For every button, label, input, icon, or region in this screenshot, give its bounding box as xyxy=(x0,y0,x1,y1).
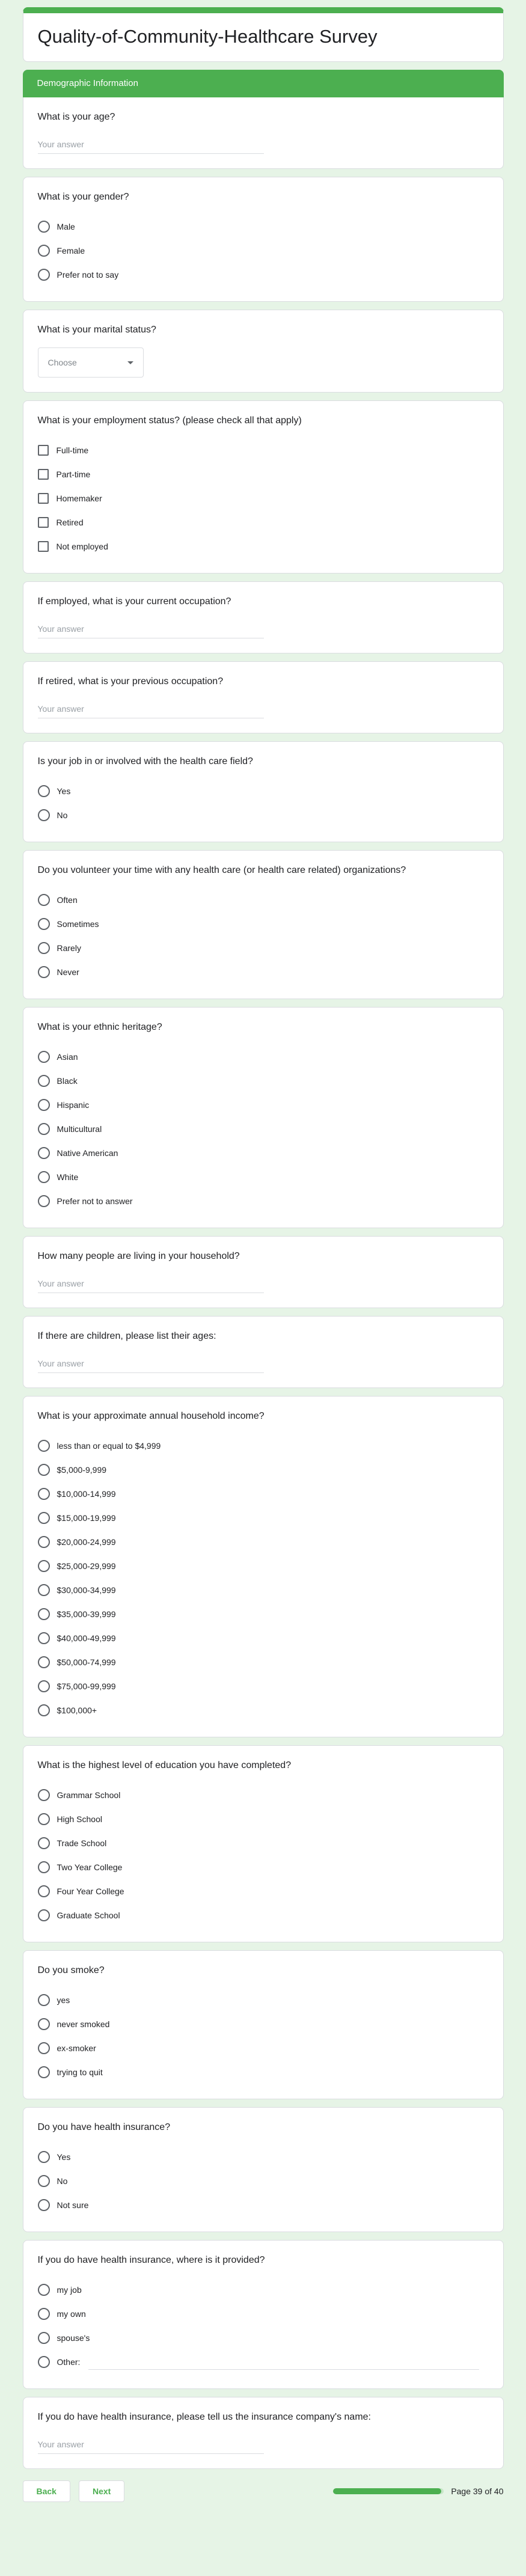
option-label: Rarely xyxy=(57,943,81,953)
radio-option-other[interactable] xyxy=(38,2350,489,2374)
radio-circle-icon[interactable] xyxy=(38,1885,50,1897)
question-label: Do you have health insurance? xyxy=(37,2122,171,2132)
question-label: What is your approximate annual household income? xyxy=(37,1411,265,1421)
checkbox-option[interactable] xyxy=(38,486,489,510)
question-card-smoke xyxy=(23,1950,504,2099)
question-card-employment xyxy=(23,400,504,574)
question-card-previous-occupation xyxy=(23,661,504,733)
radio-option[interactable] xyxy=(38,912,489,936)
option-label: Multicultural xyxy=(57,1124,102,1134)
progress-indicator xyxy=(333,2486,503,2496)
option-label: Other: xyxy=(57,2357,81,2367)
option-label: Hispanic xyxy=(57,1100,90,1110)
form-footer xyxy=(23,2477,504,2515)
next-button[interactable]: Next xyxy=(79,2480,124,2502)
radio-option[interactable] xyxy=(38,2145,489,2169)
option-label: Full-time xyxy=(56,445,89,455)
option-label: spouse's xyxy=(57,2333,90,2343)
question-card-income xyxy=(23,1396,504,1737)
option-label: $30,000-34,999 xyxy=(57,1585,116,1595)
question-label: If retired, what is your previous occupation? xyxy=(37,676,224,687)
option-label: $40,000-49,999 xyxy=(57,1633,116,1643)
question-label: If employed, what is your current occupation? xyxy=(37,596,231,607)
radio-circle-icon[interactable] xyxy=(38,1488,50,1500)
option-label: Not employed xyxy=(56,542,108,551)
income-options xyxy=(38,1434,489,1722)
previous-occupation-input[interactable] xyxy=(38,699,264,718)
radio-option[interactable] xyxy=(38,1626,489,1650)
radio-circle-icon[interactable] xyxy=(38,1195,50,1207)
option-label: Asian xyxy=(57,1052,78,1062)
checkbox-option[interactable] xyxy=(38,438,489,462)
option-label: $10,000-14,999 xyxy=(57,1489,116,1499)
occupation-input[interactable] xyxy=(38,619,264,638)
radio-circle-icon[interactable] xyxy=(38,1909,50,1921)
checkbox-icon[interactable] xyxy=(38,445,49,456)
option-label: trying to quit xyxy=(57,2067,103,2077)
radio-circle-icon[interactable] xyxy=(38,1789,50,1801)
radio-circle-icon[interactable] xyxy=(38,2308,50,2320)
question-card-insurance-source xyxy=(23,2240,504,2389)
option-label: Yes xyxy=(57,786,71,796)
radio-circle-icon[interactable] xyxy=(38,1536,50,1548)
question-label: How many people are living in your household? xyxy=(37,1251,240,1261)
option-label: Prefer not to say xyxy=(57,270,119,280)
question-card-occupation xyxy=(23,581,504,653)
radio-circle-icon[interactable] xyxy=(38,1861,50,1873)
option-label: $35,000-39,999 xyxy=(57,1609,116,1619)
volunteer-options xyxy=(38,888,489,984)
radio-option[interactable] xyxy=(38,779,489,803)
radio-circle-icon[interactable] xyxy=(38,942,50,954)
question-label: What is the highest level of education you have completed? xyxy=(37,1760,292,1770)
option-label: Native American xyxy=(57,1148,118,1158)
question-card-household xyxy=(23,1236,504,1308)
radio-option[interactable] xyxy=(38,1069,489,1093)
option-label: Part-time xyxy=(56,470,91,479)
insurance-company-input[interactable] xyxy=(38,2435,264,2454)
dropdown-value: Choose xyxy=(47,358,77,367)
radio-option[interactable] xyxy=(38,1650,489,1674)
radio-circle-icon[interactable] xyxy=(38,1837,50,1849)
smoke-options xyxy=(38,1988,489,2084)
option-label: Grammar School xyxy=(57,1790,121,1800)
option-label: $75,000-99,999 xyxy=(57,1681,116,1691)
radio-circle-icon[interactable] xyxy=(38,785,50,797)
question-label: If you do have health insurance, please tell us the insurance company's name: xyxy=(37,2412,371,2422)
radio-circle-icon[interactable] xyxy=(38,1632,50,1644)
radio-circle-icon[interactable] xyxy=(38,1171,50,1183)
radio-circle-icon[interactable] xyxy=(38,1704,50,1716)
question-label: What is your age? xyxy=(37,112,115,122)
radio-circle-icon[interactable] xyxy=(38,1512,50,1524)
question-card-marital xyxy=(23,310,504,393)
radio-option[interactable] xyxy=(38,1434,489,1458)
option-label: Never xyxy=(57,967,79,977)
option-label: Sometimes xyxy=(57,919,99,929)
question-label: What is your gender? xyxy=(37,192,129,202)
radio-option[interactable] xyxy=(38,263,489,287)
gender-options xyxy=(38,215,489,287)
radio-option[interactable] xyxy=(38,1117,489,1141)
radio-option[interactable] xyxy=(38,803,489,827)
dropdown-arrow-icon xyxy=(127,361,133,364)
radio-circle-icon[interactable] xyxy=(38,2042,50,2054)
age-input[interactable] xyxy=(38,135,264,154)
option-label: $25,000-29,999 xyxy=(57,1561,116,1571)
progress-bar-fill xyxy=(333,2488,441,2494)
radio-option[interactable] xyxy=(38,2012,489,2036)
radio-circle-icon[interactable] xyxy=(38,1075,50,1087)
back-button[interactable]: Back xyxy=(23,2480,70,2502)
radio-circle-icon[interactable] xyxy=(38,1051,50,1063)
radio-option[interactable] xyxy=(38,215,489,239)
progress-bar xyxy=(333,2488,444,2494)
option-label: ex-smoker xyxy=(57,2043,96,2053)
radio-circle-icon[interactable] xyxy=(38,1608,50,1620)
radio-option[interactable] xyxy=(38,1807,489,1831)
radio-circle-icon[interactable] xyxy=(38,2356,50,2368)
question-label: Do you volunteer your time with any health care (or health care related) organizations? xyxy=(37,865,406,875)
radio-option[interactable] xyxy=(38,1831,489,1855)
radio-circle-icon[interactable] xyxy=(38,1099,50,1111)
radio-option[interactable] xyxy=(38,1855,489,1879)
option-label: Graduate School xyxy=(57,1911,120,1920)
option-label: Trade School xyxy=(57,1838,107,1848)
radio-circle-icon[interactable] xyxy=(38,809,50,821)
radio-option[interactable] xyxy=(38,1783,489,1807)
ethnic-options xyxy=(38,1045,489,1213)
option-label: $15,000-19,999 xyxy=(57,1513,116,1523)
question-label: If you do have health insurance, where is it provided? xyxy=(37,2255,265,2265)
radio-circle-icon[interactable] xyxy=(38,269,50,281)
radio-circle-icon[interactable] xyxy=(38,2175,50,2187)
radio-option[interactable] xyxy=(38,960,489,984)
section-age xyxy=(23,70,504,169)
radio-circle-icon[interactable] xyxy=(38,1656,50,1668)
option-label: Four Year College xyxy=(57,1886,124,1896)
question-label: Is your job in or involved with the health care field? xyxy=(37,756,253,766)
option-label: $100,000+ xyxy=(57,1706,97,1715)
radio-circle-icon[interactable] xyxy=(38,221,50,233)
insurance-source-options xyxy=(38,2278,489,2374)
radio-option[interactable] xyxy=(38,1045,489,1069)
radio-option[interactable] xyxy=(38,239,489,263)
option-label: Male xyxy=(57,222,75,231)
insurance-options xyxy=(38,2145,489,2217)
radio-option[interactable] xyxy=(38,1674,489,1698)
radio-option[interactable] xyxy=(38,2302,489,2326)
radio-circle-icon[interactable] xyxy=(38,2151,50,2163)
form-title: Quality-of-Community-Healthcare Survey xyxy=(37,26,378,47)
radio-option[interactable] xyxy=(38,1578,489,1602)
question-card-volunteer xyxy=(23,850,504,999)
radio-circle-icon[interactable] xyxy=(38,1147,50,1159)
option-label: $5,000-9,999 xyxy=(57,1465,107,1475)
radio-circle-icon[interactable] xyxy=(38,1464,50,1476)
radio-circle-icon[interactable] xyxy=(38,1584,50,1596)
radio-circle-icon[interactable] xyxy=(38,2284,50,2296)
form-container xyxy=(23,0,504,2515)
radio-option[interactable] xyxy=(38,1482,489,1506)
page-counter: Page 39 of 40 xyxy=(451,2486,504,2496)
radio-circle-icon[interactable] xyxy=(38,2199,50,2211)
radio-circle-icon[interactable] xyxy=(38,894,50,906)
question-card-ethnic xyxy=(23,1007,504,1228)
option-label: Yes xyxy=(57,2152,71,2162)
radio-option[interactable] xyxy=(38,1554,489,1578)
option-label: Black xyxy=(57,1076,78,1086)
radio-option[interactable] xyxy=(38,2060,489,2084)
radio-circle-icon[interactable] xyxy=(38,2066,50,2078)
radio-option[interactable] xyxy=(38,2193,489,2217)
question-label: What is your marital status? xyxy=(37,325,156,335)
radio-option[interactable] xyxy=(38,2278,489,2302)
option-label: Female xyxy=(57,246,85,255)
option-label: White xyxy=(57,1172,79,1182)
checkbox-icon[interactable] xyxy=(38,517,49,528)
question-card-health-field xyxy=(23,741,504,842)
checkbox-icon[interactable] xyxy=(38,493,49,504)
radio-option[interactable] xyxy=(38,1506,489,1530)
checkbox-option[interactable] xyxy=(38,462,489,486)
option-label: High School xyxy=(57,1814,102,1824)
radio-circle-icon[interactable] xyxy=(38,1123,50,1135)
option-label: Homemaker xyxy=(56,494,102,503)
radio-option[interactable] xyxy=(38,1988,489,2012)
option-label: never smoked xyxy=(57,2019,110,2029)
option-label: Retired xyxy=(56,518,84,527)
employment-options xyxy=(38,438,489,558)
radio-option[interactable] xyxy=(38,1458,489,1482)
section-header: Demographic Information xyxy=(23,70,504,97)
radio-option[interactable] xyxy=(38,2326,489,2350)
radio-option[interactable] xyxy=(38,936,489,960)
question-label: What is your ethnic heritage? xyxy=(37,1022,162,1032)
radio-option[interactable] xyxy=(38,1141,489,1165)
radio-circle-icon[interactable] xyxy=(38,1680,50,1692)
option-label: my own xyxy=(57,2309,86,2319)
marital-status-dropdown[interactable] xyxy=(38,347,144,378)
radio-circle-icon[interactable] xyxy=(38,1994,50,2006)
radio-circle-icon[interactable] xyxy=(38,1440,50,1452)
question-card-gender xyxy=(23,177,504,302)
question-label: Do you smoke? xyxy=(37,1965,105,1975)
other-text-input[interactable] xyxy=(88,2354,479,2370)
radio-circle-icon[interactable] xyxy=(38,245,50,257)
education-options xyxy=(38,1783,489,1927)
checkbox-option[interactable] xyxy=(38,534,489,558)
radio-option[interactable] xyxy=(38,1093,489,1117)
checkbox-icon[interactable] xyxy=(38,469,49,480)
option-label: $20,000-24,999 xyxy=(57,1537,116,1547)
option-label: Not sure xyxy=(57,2200,89,2210)
option-label: Often xyxy=(57,895,78,905)
option-label: less than or equal to $4,999 xyxy=(57,1441,161,1451)
radio-option[interactable] xyxy=(38,1903,489,1927)
radio-circle-icon[interactable] xyxy=(38,966,50,978)
radio-option[interactable] xyxy=(38,1530,489,1554)
radio-circle-icon[interactable] xyxy=(38,2332,50,2344)
children-ages-input[interactable] xyxy=(38,1354,264,1373)
option-label: No xyxy=(57,810,68,820)
option-label: my job xyxy=(57,2285,82,2295)
radio-option[interactable] xyxy=(38,1698,489,1722)
radio-circle-icon[interactable] xyxy=(38,2018,50,2030)
navigation-buttons xyxy=(23,2480,125,2502)
form-title-card xyxy=(23,7,504,62)
radio-circle-icon[interactable] xyxy=(38,918,50,930)
question-label: If there are children, please list their ages: xyxy=(37,1331,216,1341)
radio-option[interactable] xyxy=(38,1602,489,1626)
option-label: No xyxy=(57,2176,68,2186)
radio-option[interactable] xyxy=(38,1189,489,1213)
question-card-education xyxy=(23,1745,504,1942)
checkbox-option[interactable] xyxy=(38,510,489,534)
radio-circle-icon[interactable] xyxy=(38,1560,50,1572)
household-input[interactable] xyxy=(38,1274,264,1293)
option-label: Prefer not to answer xyxy=(57,1196,133,1206)
question-card-age xyxy=(23,97,504,169)
radio-option[interactable] xyxy=(38,1879,489,1903)
radio-option[interactable] xyxy=(38,2036,489,2060)
radio-option[interactable] xyxy=(38,2169,489,2193)
option-label: yes xyxy=(57,1995,70,2005)
question-card-children xyxy=(23,1316,504,1388)
option-label: Two Year College xyxy=(57,1862,123,1872)
question-label: What is your employment status? (please check all that apply) xyxy=(37,415,302,426)
question-card-insurance xyxy=(23,2107,504,2232)
radio-circle-icon[interactable] xyxy=(38,1813,50,1825)
option-label: $50,000-74,999 xyxy=(57,1657,116,1667)
question-card-insurance-company xyxy=(23,2397,504,2469)
radio-option[interactable] xyxy=(38,888,489,912)
radio-option[interactable] xyxy=(38,1165,489,1189)
checkbox-icon[interactable] xyxy=(38,541,49,552)
health-field-options xyxy=(38,779,489,827)
